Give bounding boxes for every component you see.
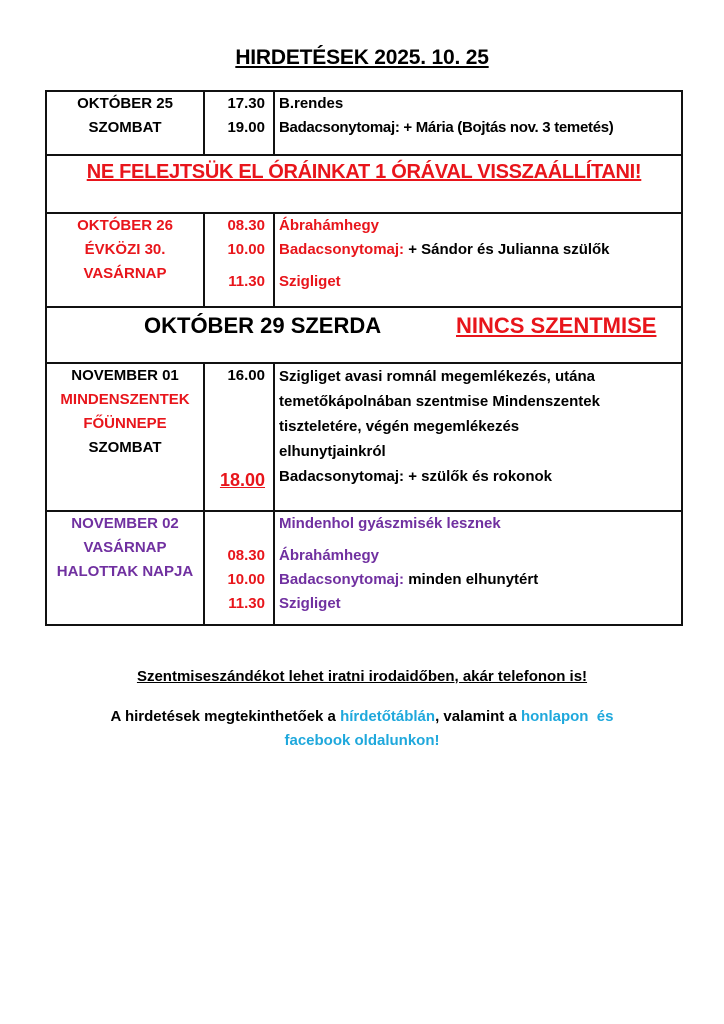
time-cell xyxy=(204,91,274,155)
event-place: Badacsonytomaj: xyxy=(279,241,405,258)
feast-label: HALOTTAK NAPJA xyxy=(56,563,194,580)
event-place: Szigliget xyxy=(279,595,341,612)
time: 11.30 xyxy=(228,273,265,290)
facebook-link: facebook oldalunkon! xyxy=(284,732,440,749)
day-label: OKTÓBER 29 SZERDA xyxy=(144,313,382,338)
day-label: NOVEMBER 02 xyxy=(71,515,179,532)
weekday-label: VASÁRNAP xyxy=(83,539,167,556)
event xyxy=(279,116,677,140)
event-line: Badacsonytomaj: + szülők és rokonok xyxy=(279,468,552,485)
event-line: tiszteletére, végén megemlékezés xyxy=(279,418,520,435)
no-mass-cell xyxy=(46,307,682,363)
event-place: Szigliget xyxy=(279,273,341,290)
time: 17.30 xyxy=(227,95,265,112)
day-label: OKTÓBER 26 xyxy=(77,217,173,234)
feast-label: MINDENSZENTEK xyxy=(60,391,190,408)
event-line: Szigliget avasi romnál megemlékezés, utána xyxy=(279,368,595,385)
event-place: Ábrahámhegy xyxy=(279,547,380,564)
schedule-table xyxy=(45,90,683,626)
event-place: Badacsonytomaj: xyxy=(279,119,400,136)
table-row-oct29 xyxy=(46,307,682,363)
time: 10.00 xyxy=(227,241,265,258)
website-link: honlapon és xyxy=(520,708,614,725)
table-row-nov01 xyxy=(46,363,682,511)
event-place: B.rendes xyxy=(279,95,344,112)
time-cell xyxy=(204,511,274,625)
note-text: , valamint a xyxy=(435,708,521,725)
weekday-label: VASÁRNAP xyxy=(83,265,167,282)
time: 19.00 xyxy=(227,119,265,136)
table-row-oct25 xyxy=(46,91,682,155)
table-row-banner xyxy=(46,155,682,213)
event-intention: + Mária (Bojtás nov. 3 temetés) xyxy=(399,119,614,136)
day-label: NOVEMBER 01 xyxy=(71,367,179,384)
time: 11.30 xyxy=(228,595,265,612)
feast-label: FŐÜNNEPE xyxy=(83,415,167,432)
time: 08.30 xyxy=(227,547,265,564)
event xyxy=(279,568,677,592)
note-text: A hirdetések megtekinthetőek a xyxy=(110,708,341,725)
event-line: temetőkápolnában szentmise Mindenszentek xyxy=(279,393,600,410)
event xyxy=(279,238,677,262)
mass-intention-note: Szentmiseszándékot lehet iratni irodaidőben, akár telefonon is! xyxy=(136,668,588,685)
feast-label: ÉVKÖZI 30. xyxy=(84,241,166,258)
event xyxy=(279,92,677,116)
event-intro: Mindenhol gyászmisék lesznek xyxy=(279,515,501,532)
page-title: HIRDETÉSEK 2025. 10. 25 xyxy=(235,46,489,69)
time: 10.00 xyxy=(227,571,265,588)
event-line: elhunytjainkról xyxy=(279,443,386,460)
event-place: Ábrahámhegy xyxy=(279,217,380,234)
where-to-find-note xyxy=(0,705,724,753)
event-cell xyxy=(274,91,682,155)
no-mass-note: NINCS SZENTMISE xyxy=(456,313,657,338)
event-place: Badacsonytomaj: xyxy=(279,571,405,588)
table-row-nov02 xyxy=(46,511,682,625)
event-cell xyxy=(274,213,682,307)
day-label: OKTÓBER 25 xyxy=(77,95,173,112)
time: 08.30 xyxy=(227,217,265,234)
noticeboard-link: hírdetőtáblán xyxy=(340,708,436,725)
event-intention: + Sándor és Julianna szülők xyxy=(404,241,610,258)
day-cell xyxy=(46,213,204,307)
clock-change-banner: NE FELEJTSÜK EL ÓRÁINKAT 1 ÓRÁVAL VISSZAÁLLÍTANI! xyxy=(46,155,682,213)
event-cell xyxy=(274,363,682,511)
time-cell xyxy=(204,363,274,511)
event-cell xyxy=(274,511,682,625)
day-cell xyxy=(46,363,204,511)
event-intention: minden elhunytért xyxy=(404,571,539,588)
day-cell xyxy=(46,511,204,625)
time: 16.00 xyxy=(227,367,265,384)
table-row-oct26 xyxy=(46,213,682,307)
day-cell xyxy=(46,91,204,155)
time-cell xyxy=(204,213,274,307)
weekday-label: SZOMBAT xyxy=(88,439,162,456)
time: 18.00 xyxy=(219,470,265,490)
weekday-label: SZOMBAT xyxy=(88,119,162,136)
